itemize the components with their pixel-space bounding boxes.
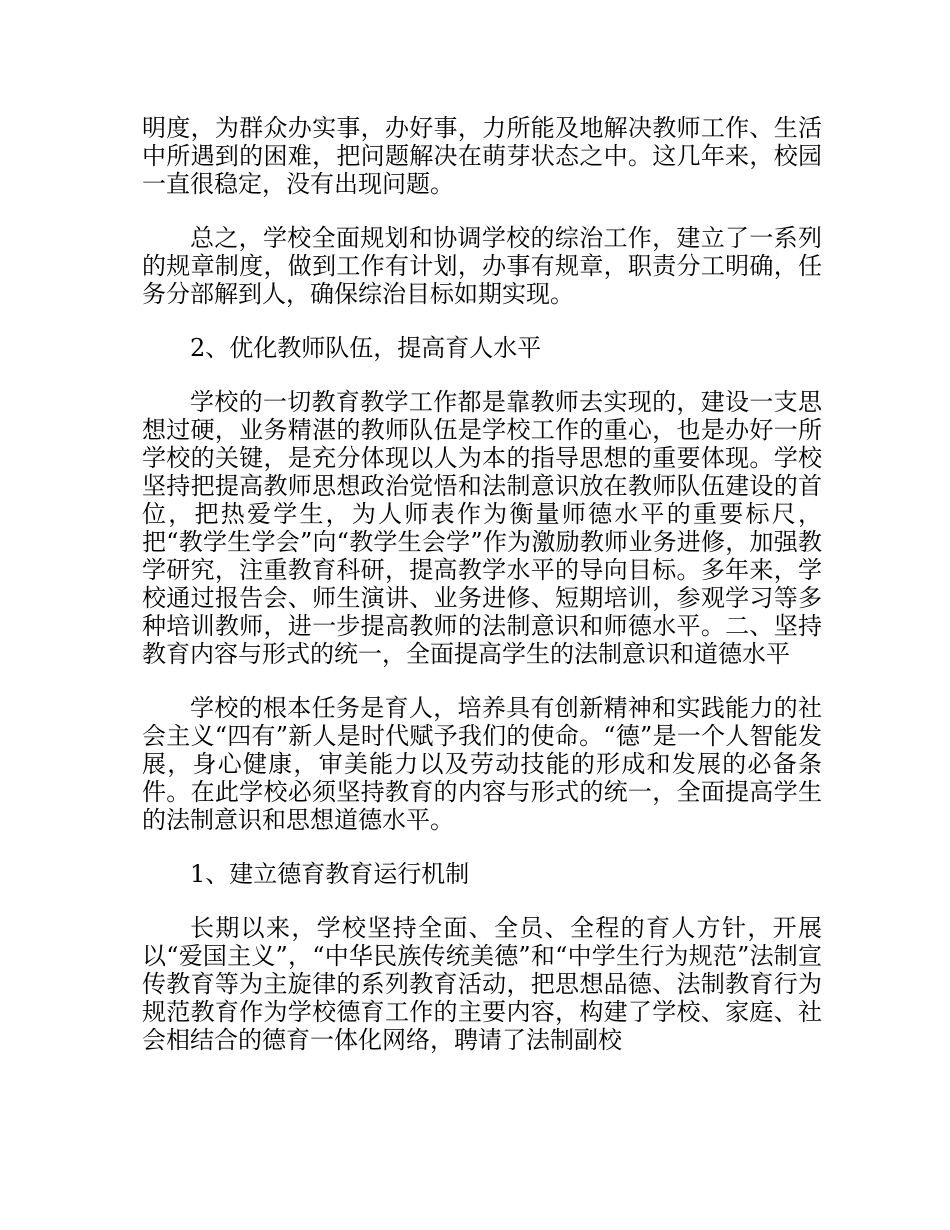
paragraph-continuation: 明度，为群众办实事，办好事，力所能及地解决教师工作、生活中所遇到的困难，把问题解决在萌芽状态之中。这几年来，校园一直很稳定，没有出现问题。 (142, 114, 822, 198)
paragraph-education-task: 学校的根本任务是育人，培养具有创新精神和实践能力的社会主义“四有”新人是时代赋予我们的使命。“德”是一个人智能发展，身心健康，审美能力以及劳动技能的形成和发展的必备条件。在此学校必须坚持教育的内容与形式的统一，全面提高学生的法制意识和思想道德水平。 (142, 694, 822, 834)
document-body (142, 114, 822, 1054)
paragraph-moral-education: 长期以来，学校坚持全面、全员、全程的育人方针，开展以“爱国主义”，“中华民族传统美德”和“中学生行为规范”法制宣传教育等为主旋律的系列教育活动，把思想品德、法制教育行为规范教育作为学校德育工作的主要内容，构建了学校、家庭、社会相结合的德育一体化网络，聘请了法制副校 (142, 914, 822, 1054)
section-heading-teacher-team: 2、优化教师队伍，提高育人水平 (190, 334, 542, 362)
section-heading-moral-education: 1、建立德育教育运行机制 (190, 860, 470, 888)
paragraph-teacher-team: 学校的一切教育教学工作都是靠教师去实现的，建设一支思想过硬，业务精湛的教师队伍是学校工作的重心，也是办好一所学校的关键，是充分体现以人为本的指导思想的重要体现。学校坚持把提高教师思想政治觉悟和法制意识放在教师队伍建设的首位，把热爱学生，为人师表作为衡量师德水平的重要标尺，把“教学生学会”向“教学生会学”作为激励教师业务进修，加强教学研究，注重教育科研，提高教学水平的导向目标。多年来，学校通过报告会、师生演讲、业务进修、短期培训，参观学习等多种培训教师，进一步提高教师的法制意识和师德水平。二、坚持教育内容与形式的统一，全面提高学生的法制意识和道德水平 (142, 388, 822, 668)
paragraph-summary: 总之，学校全面规划和协调学校的综治工作，建立了一系列的规章制度，做到工作有计划，办事有规章，职责分工明确，任务分部解到人，确保综治目标如期实现。 (142, 224, 822, 308)
